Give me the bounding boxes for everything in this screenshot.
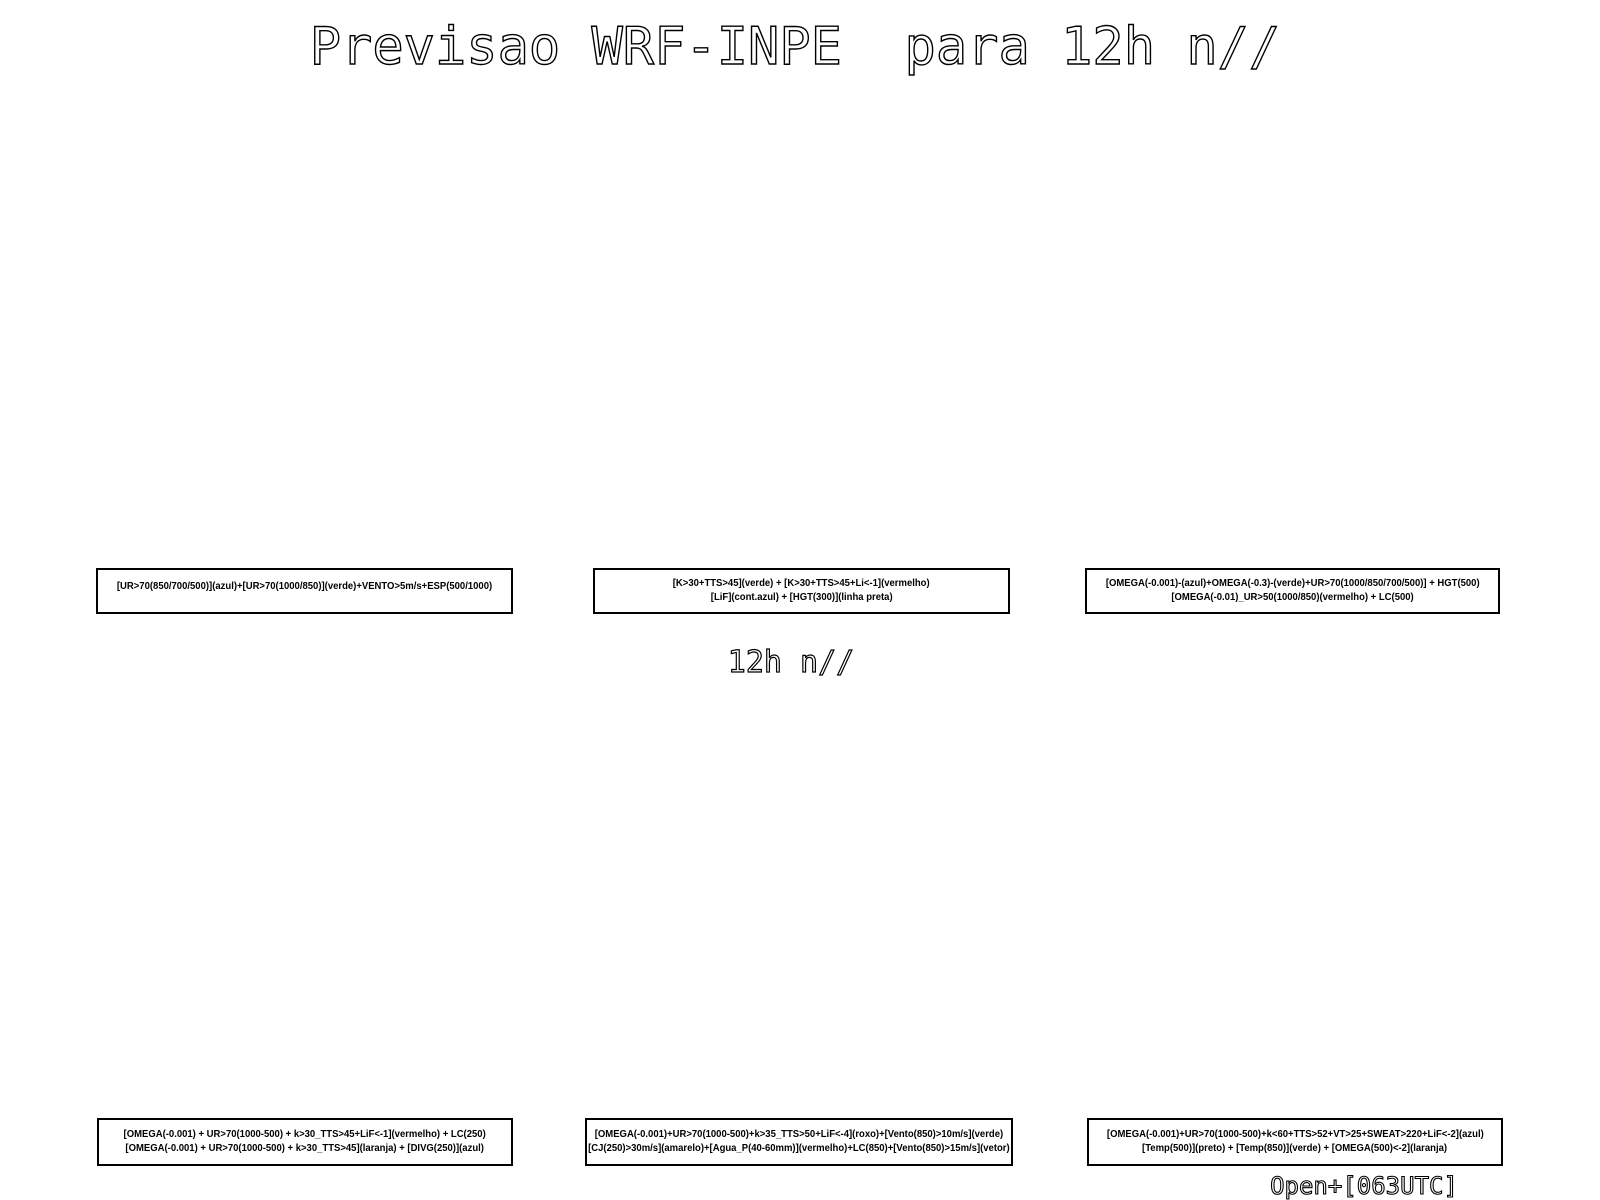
legend-line: [OMEGA(-0.001) + UR>70(1000-500) + k>30_TTS>45](laranja) + [DIVG(250)](azul) [125, 1143, 485, 1154]
legend-box-bottom-center [585, 1118, 1013, 1166]
title-area [0, 0, 1600, 110]
legend-line: [Temp(500)](preto) + [Temp(850)](verde) + [OMEGA(500)<-2](laranja) [1142, 1143, 1448, 1154]
legend-line: [LiF](cont.azul) + [HGT(300)](linha preta) [710, 592, 893, 603]
legend-line: [OMEGA(-0.001)-(azul)+OMEGA(-0.3)-(verde)+UR>70(1000/850/700/500)] + HGT(500) [1105, 578, 1480, 589]
legend-line: [OMEGA(-0.001)+UR>70(1000-500)+k<60+TTS>52+VT>25+SWEAT>220+LiF<-2](azul) [1106, 1129, 1484, 1140]
legend-line: [K>30+TTS>45](verde) + [K>30+TTS>45+Li<-1](vermelho) [673, 578, 930, 589]
legend-box-bottom-left [97, 1118, 513, 1166]
legend-box-top-right [1085, 568, 1500, 614]
footer-note: Open+[063UTC] [1270, 1172, 1458, 1200]
legend-box-top-left [96, 568, 513, 614]
legend-line: [UR>70(850/700/500)](azul)+[UR>70(1000/850)](verde)+VENTO>5m/s+ESP(500/1000) [116, 580, 493, 592]
legend-line: [OMEGA(-0.01)_UR>50(1000/850)(vermelho) + LC(500) [1171, 592, 1414, 603]
legend-line: [CJ(250)>30m/s](amarelo)+[Agua_P(40-60mm)](vermelho)+LC(850)+[Vento(850)>15m/s](vetor) [588, 1143, 1010, 1154]
page-title: Previsao WRF-INPE para 12h n// [309, 17, 1281, 77]
footer-note-area [1164, 1150, 1600, 1200]
forecast-hour-label: 12h n// [727, 645, 855, 680]
legend-line: [OMEGA(-0.001) + UR>70(1000-500) + k>30_TTS>45+LiF<-1](vermelho) + LC(250) [123, 1129, 487, 1140]
center-label-area [600, 620, 1000, 700]
legend-box-top-center [593, 568, 1010, 614]
legend-line: [OMEGA(-0.001)+UR>70(1000-500)+k>35_TTS>50+LiF<-4](roxo)+[Vento(850)>10m/s](verde) [594, 1129, 1004, 1140]
